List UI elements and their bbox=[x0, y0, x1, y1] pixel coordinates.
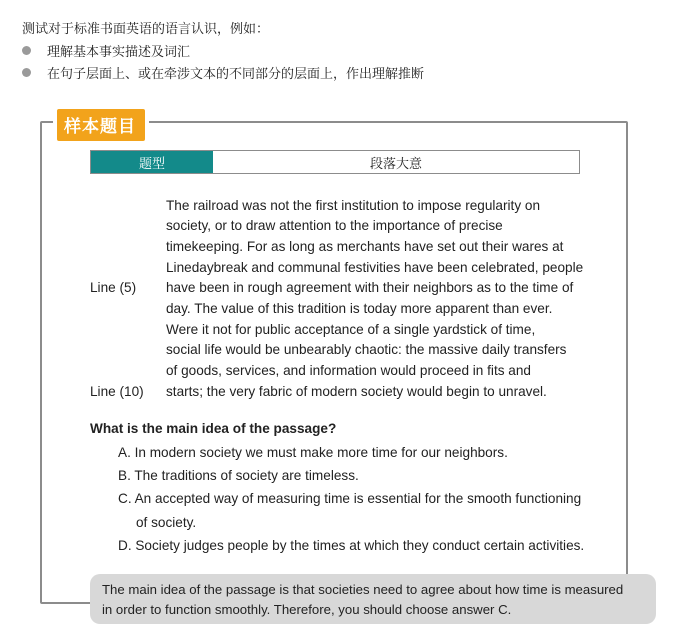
question-text: What is the main idea of the passage? bbox=[90, 421, 337, 436]
question-type-bar bbox=[90, 150, 580, 174]
question-type-label: 题型 bbox=[91, 151, 213, 173]
passage-line: The railroad was not the first institution to impose regularity on bbox=[166, 198, 541, 213]
bullet-dot-icon bbox=[22, 46, 31, 55]
option-b: B. The traditions of society are timeless. bbox=[118, 468, 359, 483]
passage-line: timekeeping. For as long as merchants have set out their wares at bbox=[166, 239, 564, 254]
option-c: C. An accepted way of measuring time is essential for the smooth functioning bbox=[118, 491, 582, 506]
option-c-continued: of society. bbox=[136, 515, 197, 530]
option-a: A. In modern society we must make more time for our neighbors. bbox=[118, 445, 508, 460]
answer-line: The main idea of the passage is that societies need to agree about how time is measured bbox=[102, 582, 624, 597]
bullet-item bbox=[22, 63, 424, 82]
option-d: D. Society judges people by the times at which they conduct certain activities. bbox=[118, 538, 585, 553]
intro-text: 测试对于标准书面英语的语言认识，例如： bbox=[22, 22, 270, 37]
passage-line: society, or to draw attention to the importance of precise bbox=[166, 218, 503, 233]
bullet-dot-icon bbox=[22, 68, 31, 77]
sample-tag: 样本题目 bbox=[57, 109, 145, 141]
passage-line: day. The value of this tradition is today more apparent than ever. bbox=[166, 301, 553, 316]
answer-explanation bbox=[90, 574, 656, 624]
line-marker-5: Line (5) bbox=[90, 280, 137, 295]
bullet-text: 理解基本事实描述及词汇 bbox=[47, 45, 191, 60]
bullet-item bbox=[22, 41, 190, 60]
passage-line: have been in rough agreement with their neighbors as to the time of bbox=[166, 280, 574, 295]
bullet-text: 在句子层面上、或在牵涉文本的不同部分的层面上，作出理解推断 bbox=[47, 67, 425, 82]
passage-line: of goods, services, and information would proceed in fits and bbox=[166, 363, 531, 378]
passage-line: starts; the very fabric of modern society would begin to unravel. bbox=[166, 384, 547, 399]
passage-line: social life would be unbearably chaotic: the massive daily transfers bbox=[166, 342, 567, 357]
passage-line: Were it not for public acceptance of a single yardstick of time, bbox=[166, 322, 536, 337]
question-type-value: 段落大意 bbox=[213, 151, 579, 173]
line-marker-10: Line (10) bbox=[90, 384, 144, 399]
passage-line: Linedaybreak and communal festivities have been celebrated, people bbox=[166, 260, 584, 275]
answer-line: in order to function smoothly. Therefore, you should choose answer C. bbox=[102, 602, 512, 617]
